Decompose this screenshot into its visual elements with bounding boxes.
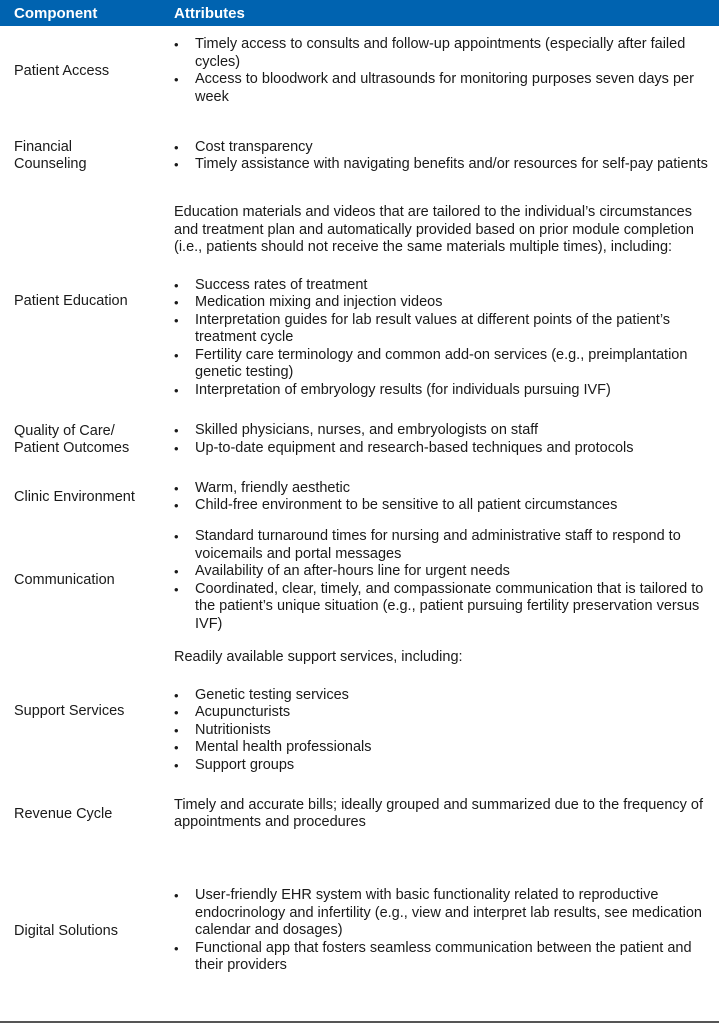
attributes-clinic-environment — [160, 472, 719, 522]
component-patient-education: Patient Education — [14, 293, 128, 309]
bullet-list — [174, 480, 711, 515]
list-item: • Access to bloodwork and ultrasounds for monitoring purposes seven days per week — [174, 71, 711, 106]
attributes-revenue-cycle — [160, 784, 719, 844]
bullet-list — [174, 687, 711, 775]
header-component: Component — [0, 0, 160, 26]
lead-text: Timely and accurate bills; ideally grouped and summarized due to the frequency of appointments and procedures — [174, 796, 704, 830]
component-financial-counseling: Financial Counseling — [14, 139, 87, 172]
list-item: • Interpretation of embryology results (for individuals pursuing IVF) — [174, 382, 711, 400]
component-patient-access: Patient Access — [14, 62, 110, 79]
attributes-quality-of-care — [160, 407, 719, 472]
bullet-list — [174, 36, 711, 106]
lead-text: Education materials and videos that are tailored to the individual’s circumstances and treatment plan and automatically provided based on prior module completion (i.e., patients should not receive the same materials multiple times), including: — [174, 204, 694, 255]
component-quality-of-care: Quality of Care/ Patient Outcomes — [14, 422, 130, 456]
bullet-list — [174, 528, 711, 633]
list-item: • Success rates of treatment — [174, 277, 711, 295]
component-digital-solutions: Digital Solutions — [14, 922, 118, 939]
spacer — [174, 257, 711, 277]
table-bottom-rule — [0, 1021, 719, 1023]
component-communication: Communication — [14, 572, 115, 588]
list-item: • Medication mixing and injection videos — [174, 294, 711, 312]
spacer — [174, 667, 711, 687]
attributes-communication — [160, 522, 719, 639]
list-item: • Skilled physicians, nurses, and embryologists on staff — [174, 422, 711, 440]
list-item: • Coordinated, clear, timely, and compassionate communication that is tailored to the patient’s unique situation (e.g., patient pursuing fertility preservation versus IVF) — [174, 581, 711, 634]
list-item: • Standard turnaround times for nursing and administrative staff to respond to voicemails and portal messages — [174, 528, 711, 563]
list-item: • Timely access to consults and follow-up appointments (especially after failed cycles) — [174, 36, 711, 71]
attributes-financial-counseling — [160, 116, 719, 196]
list-item: • Interpretation guides for lab result values at different points of the patient’s treatment cycle — [174, 312, 711, 347]
attributes-patient-access — [160, 26, 719, 116]
list-item: • Mental health professionals — [174, 739, 711, 757]
list-item: • Availability of an after-hours line for urgent needs — [174, 563, 711, 581]
list-item: • Functional app that fosters seamless communication between the patient and their providers — [174, 940, 711, 975]
bullet-list — [174, 887, 711, 975]
bullet-list — [174, 422, 711, 457]
lead-text: Readily available support services, including: — [174, 649, 463, 665]
bullet-list — [174, 277, 711, 400]
list-item: • Fertility care terminology and common add-on services (e.g., preimplantation genetic testing) — [174, 347, 711, 382]
list-item: • Timely assistance with navigating benefits and/or resources for self-pay patients — [174, 156, 711, 174]
component-revenue-cycle: Revenue Cycle — [14, 805, 113, 822]
header-attributes: Attributes — [160, 0, 719, 26]
list-item: • Warm, friendly aesthetic — [174, 480, 711, 498]
attributes-support-services — [160, 639, 719, 784]
list-item: • User-friendly EHR system with basic functionality related to reproductive endocrinology and infertility (e.g., view and interpret lab results, see medication calendar and dosages) — [174, 887, 711, 940]
component-clinic-environment: Clinic Environment — [14, 488, 135, 505]
list-item: • Acupuncturists — [174, 704, 711, 722]
list-item: • Cost transparency — [174, 139, 711, 157]
bullet-list — [174, 139, 711, 174]
list-item: • Child-free environment to be sensitive to all patient circumstances — [174, 497, 711, 515]
attributes-patient-education — [160, 196, 719, 407]
attributes-digital-solutions — [160, 844, 719, 1018]
list-item: • Nutritionists — [174, 722, 711, 740]
component-support-services: Support Services — [14, 703, 125, 719]
list-item: • Genetic testing services — [174, 687, 711, 705]
list-item: • Support groups — [174, 757, 711, 775]
list-item: • Up-to-date equipment and research-based techniques and protocols — [174, 440, 711, 458]
